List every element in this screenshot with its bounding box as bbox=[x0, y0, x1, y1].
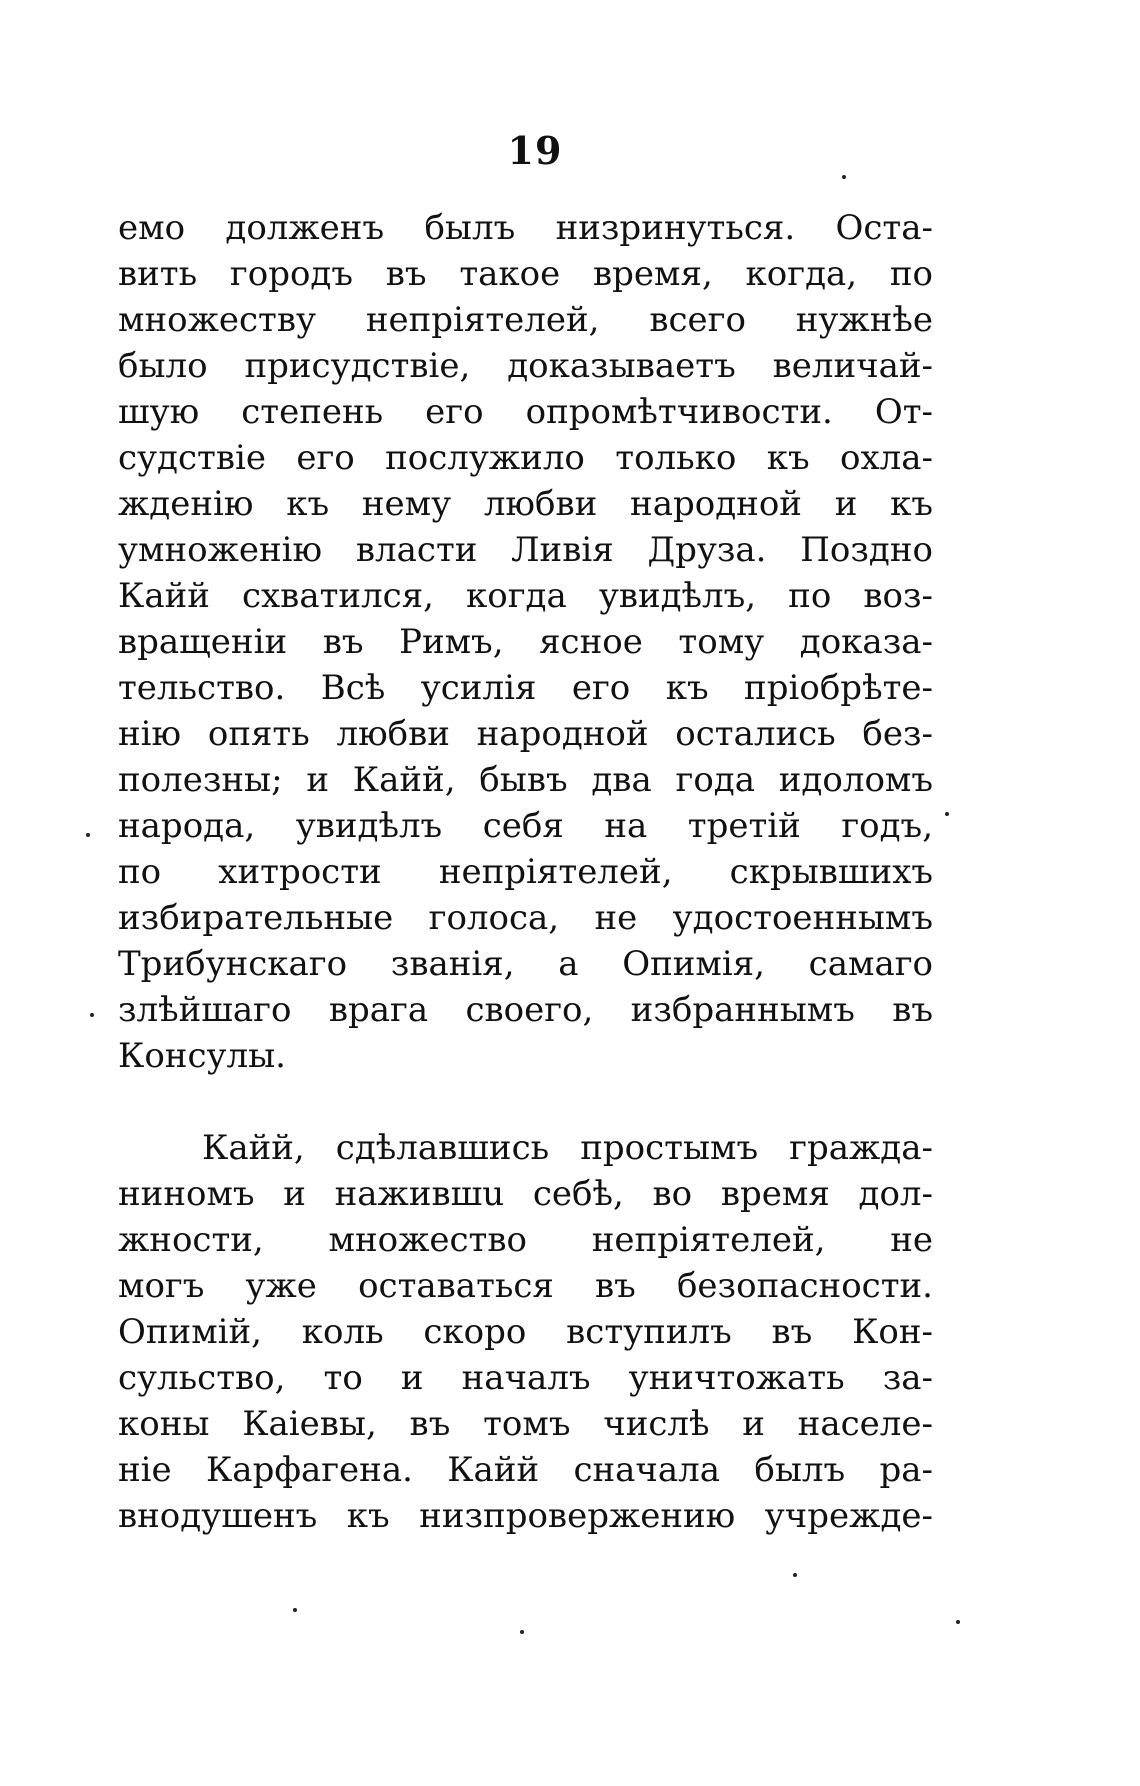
text-line: жденію къ нему любви народной и къ bbox=[118, 484, 933, 524]
text-line: было присудствіе, доказываетъ величай- bbox=[118, 346, 933, 386]
scan-speck bbox=[793, 1573, 797, 1577]
text-line: коны Каіевы, въ томъ числѣ и населе- bbox=[118, 1404, 933, 1444]
text-line: ніе Карфагена. Кайй сначала былъ ра- bbox=[118, 1450, 933, 1490]
text-line: избирательные голоса, не удостоеннымъ bbox=[118, 898, 933, 938]
text-line: Консулы. bbox=[118, 1036, 286, 1076]
scan-speck bbox=[90, 1013, 94, 1017]
text-line: сульство, то и началъ уничтожать за- bbox=[118, 1358, 933, 1398]
text-line: народа, увидѣлъ себя на третій годъ, bbox=[118, 806, 933, 846]
text-line: емо долженъ былъ низринуться. Оста- bbox=[118, 208, 933, 248]
text-line: ниномъ и нажившu себѣ, во время дол- bbox=[118, 1174, 933, 1214]
text-line: умноженію власти Ливія Друза. Поздно bbox=[118, 530, 933, 570]
scan-speck bbox=[956, 1620, 960, 1624]
text-line: жности, множество непріятелей, не bbox=[118, 1220, 933, 1260]
paragraph-1 bbox=[118, 205, 933, 1079]
text-line: нію опять любви народной остались без- bbox=[118, 714, 933, 754]
text-line: злѣйшаго врага своего, избраннымъ въ bbox=[118, 990, 933, 1030]
text-line: полезны; и Кайй, бывъ два года идоломъ bbox=[118, 760, 933, 800]
text-line: шую степень его опромѣтчивости. От- bbox=[118, 392, 933, 432]
text-line: могъ уже оставаться въ безопасности. bbox=[118, 1266, 933, 1306]
text-line: вращеніи въ Римъ, ясное тому доказа- bbox=[118, 622, 933, 662]
text-line: Кайй схватился, когда увидѣлъ, по воз- bbox=[118, 576, 933, 616]
text-line: Трибунскаго званія, а Опимія, самаго bbox=[118, 944, 933, 984]
text-line: судствіе его послужило только къ охла- bbox=[118, 438, 933, 478]
text-line: тельство. Всѣ усилія его къ пріобрѣте- bbox=[118, 668, 933, 708]
scan-speck bbox=[945, 812, 949, 816]
text-line: Кайй, сдѣлавшись простымъ гражда- bbox=[202, 1128, 933, 1168]
text-line: множеству непріятелей, всего нужнѣе bbox=[118, 300, 933, 340]
text-line: вить городъ въ такое время, когда, по bbox=[118, 254, 933, 294]
scan-speck bbox=[842, 175, 846, 179]
text-line: Опимій, коль скоро вступилъ въ Кон- bbox=[118, 1312, 933, 1352]
text-line: внодушенъ къ низпровержению учрежде- bbox=[118, 1496, 933, 1536]
paragraph-2 bbox=[118, 1125, 933, 1539]
scan-speck bbox=[293, 1608, 297, 1612]
page-number: 19 bbox=[507, 128, 563, 173]
scan-speck bbox=[520, 1630, 524, 1634]
scan-speck bbox=[86, 833, 90, 837]
text-line: по хитрости непріятелей, скрывшихъ bbox=[118, 852, 933, 892]
